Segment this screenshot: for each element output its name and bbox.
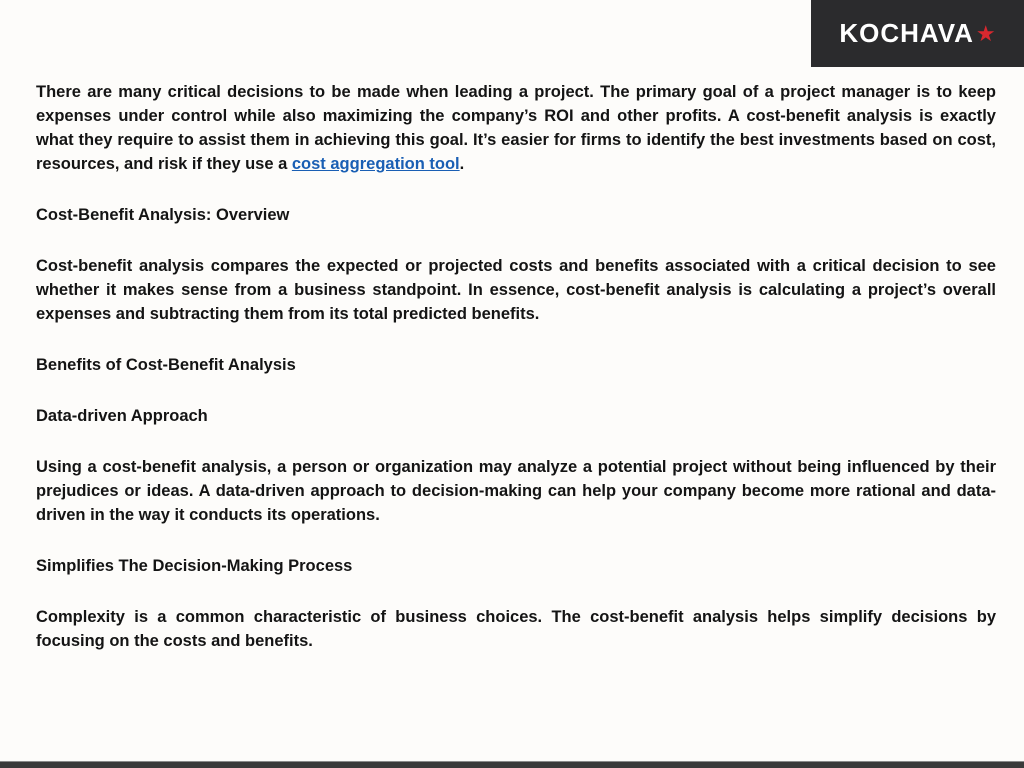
intro-paragraph (36, 80, 996, 176)
logo-text: KOCHAVA (839, 18, 974, 48)
simplifies-paragraph: Complexity is a common characteristic of business choices. The cost-benefit analysis helps simplify decisions by focusing on the costs and benefits. (36, 608, 996, 650)
star-icon: ★ (975, 20, 996, 46)
article-body (36, 80, 996, 680)
bottom-divider (0, 761, 1024, 768)
heading-benefits: Benefits of Cost-Benefit Analysis (36, 356, 296, 374)
cost-aggregation-tool-link[interactable]: cost aggregation tool (291, 155, 460, 173)
heading-overview: Cost-Benefit Analysis: Overview (36, 206, 290, 224)
kochava-logo (811, 0, 1024, 67)
intro-text-end: . (459, 155, 465, 173)
overview-paragraph: Cost-benefit analysis compares the expected or projected costs and benefits associated with a critical decision to see whether it makes sense from a business standpoint. In essence, cost-benefit analysis is calculating a project’s overall expenses and subtracting them from its total predicted benefits. (36, 257, 996, 323)
heading-data-driven: Data-driven Approach (36, 407, 208, 425)
intro-text: There are many critical decisions to be made when leading a project. The primary goal of a project manager is to keep expenses under control while also maximizing the company’s ROI and other profits. A cost-benefit analysis is exactly what they require to assist them in achieving this goal. It’s easier for firms to identify the best investments based on cost, resources, and risk if they use a (36, 83, 996, 173)
heading-simplifies: Simplifies The Decision-Making Process (36, 557, 353, 575)
data-driven-paragraph: Using a cost-benefit analysis, a person or organization may analyze a potential project without being influenced by their prejudices or ideas. A data-driven approach to decision-making can help your company become more rational and data-driven in the way it conducts its operations. (36, 458, 996, 524)
